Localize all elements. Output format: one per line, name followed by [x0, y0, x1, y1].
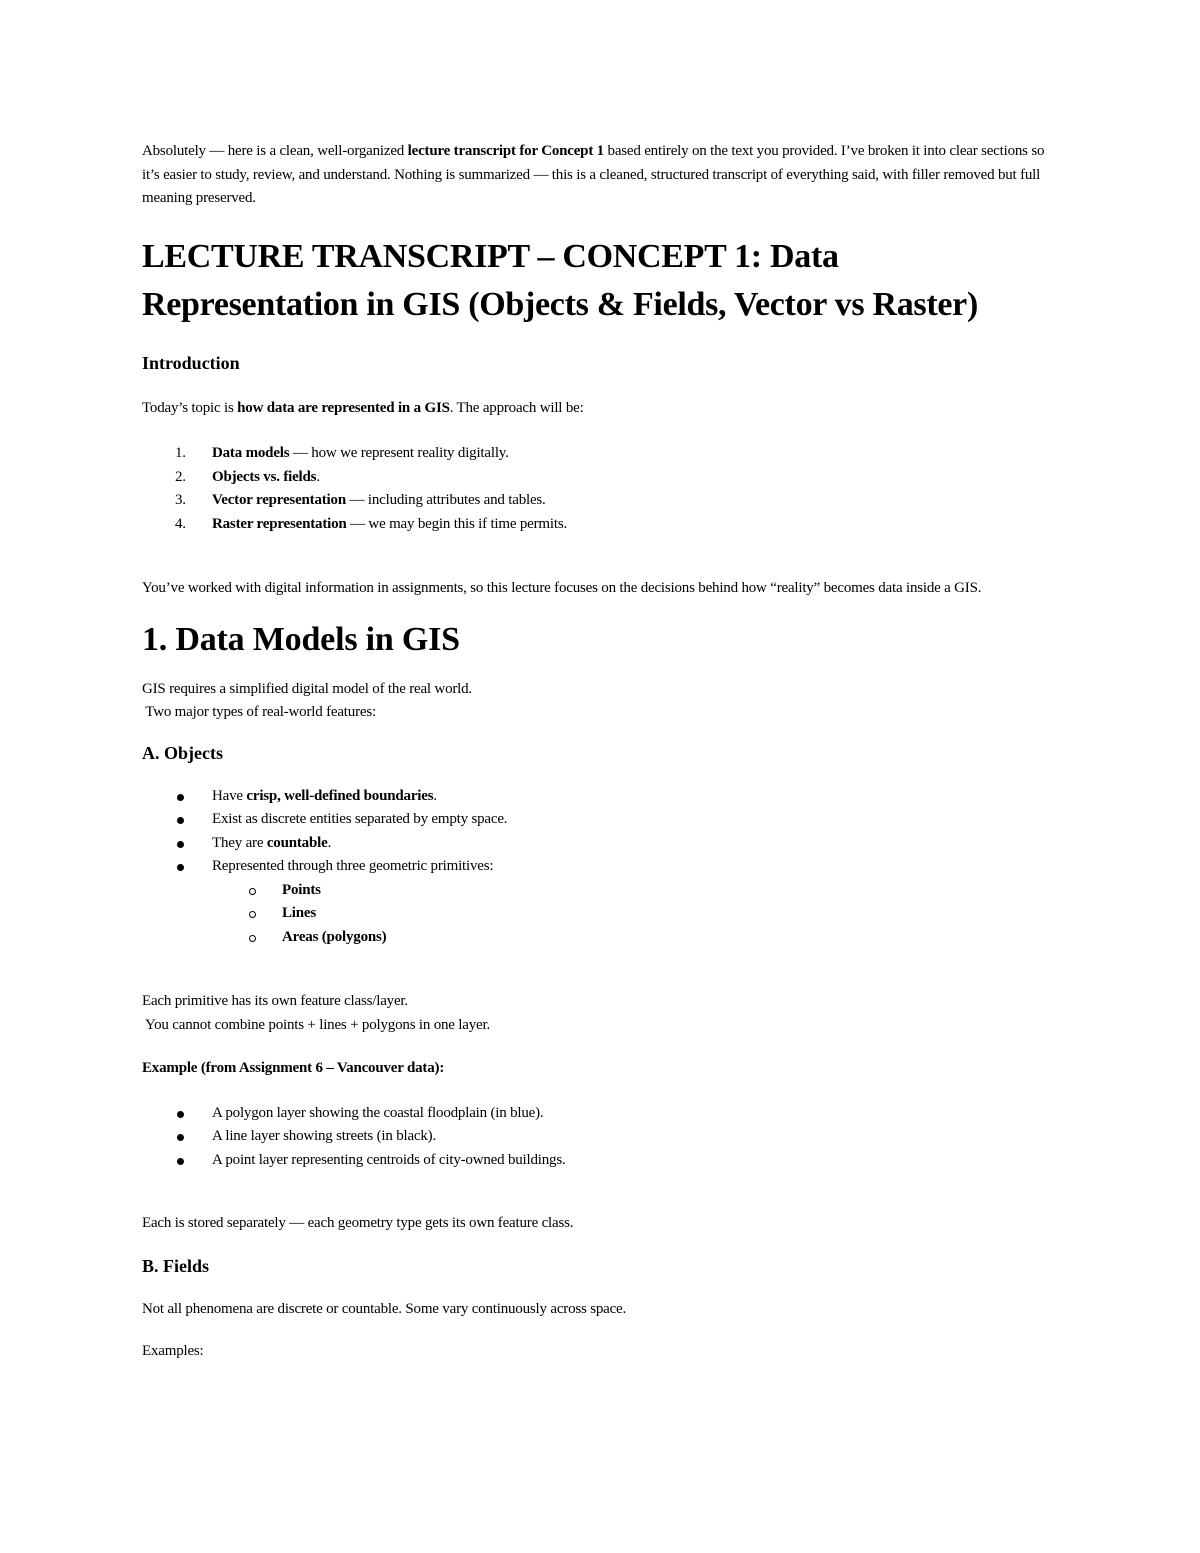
list-bold: Data models — [212, 445, 290, 461]
layer-line-2: You cannot combine points + lines + polygons in one layer. — [142, 1016, 491, 1033]
bullet-icon — [177, 817, 184, 824]
circle-bullet-icon — [249, 911, 256, 918]
introduction-heading: Introduction — [142, 352, 240, 373]
intro-text: Absolutely — here is a clean, well-organized — [142, 143, 408, 159]
list-item — [142, 489, 1057, 513]
layer-line-1: Each primitive has its own feature class/layer. — [142, 993, 408, 1009]
list-text: Exist as discrete entities separated by empty space. — [212, 811, 508, 827]
objects-heading: A. Objects — [142, 742, 223, 763]
bullet-icon — [177, 794, 184, 801]
list-number: 3. — [175, 492, 186, 508]
circle-bullet-icon — [249, 888, 256, 895]
section-heading: 1. Data Models in GIS — [142, 620, 460, 658]
list-item — [142, 785, 1057, 809]
example-heading — [142, 1057, 1057, 1081]
bullet-icon — [177, 1134, 184, 1141]
list-number: 4. — [175, 515, 186, 532]
list-item — [142, 1149, 1057, 1173]
primitive-label: Areas (polygons) — [282, 928, 387, 945]
bullet-icon — [177, 1111, 184, 1118]
approach-list — [142, 442, 1057, 536]
list-text: — we may begin this if time permits. — [346, 515, 568, 532]
list-bold: countable — [266, 834, 328, 851]
topic-pre: Today’s topic is — [142, 399, 238, 416]
topic-post: . The approach will be: — [449, 399, 584, 416]
fields-line: Not all phenomena are discrete or countable. Some vary continuously across space. — [142, 1300, 627, 1317]
list-item — [142, 1102, 1057, 1126]
fields-heading: B. Fields — [142, 1255, 210, 1276]
primitive-label: Lines — [282, 905, 317, 921]
sub-list-item — [142, 879, 1057, 903]
list-item — [142, 1125, 1057, 1149]
example-list — [142, 1102, 1057, 1173]
section-line-1: GIS requires a simplified digital model of the real world. — [142, 680, 472, 697]
list-bold: Raster representation — [212, 515, 347, 532]
list-text: A polygon layer showing the coastal floodplain (in blue). — [212, 1104, 544, 1121]
list-text-post: . — [433, 787, 437, 804]
bullet-icon — [177, 864, 184, 871]
list-item — [142, 442, 1057, 466]
intro-bold: lecture transcript for Concept 1 — [407, 143, 604, 159]
list-item — [142, 466, 1057, 490]
section-line-2: Two major types of real-world features: — [142, 704, 376, 720]
bullet-icon — [177, 841, 184, 848]
intro-paragraph — [142, 140, 1057, 211]
topic-line — [142, 397, 1057, 421]
list-text: . — [316, 468, 320, 485]
list-text: — including attributes and tables. — [345, 492, 546, 508]
list-item — [142, 808, 1057, 832]
sub-list-item — [142, 926, 1057, 950]
bullet-icon — [177, 1158, 184, 1165]
list-text: A point layer representing centroids of city-owned buildings. — [212, 1151, 566, 1168]
primitive-label: Points — [282, 881, 321, 898]
examples-label: Examples: — [142, 1343, 204, 1359]
list-number: 2. — [175, 468, 186, 485]
stored-line: Each is stored separately — each geometry type gets its own feature class. — [142, 1215, 574, 1231]
list-bold: Objects vs. fields — [212, 468, 317, 485]
introduction-closing: You’ve worked with digital information in assignments, so this lecture focuses on the decisions behind how “reality” becomes data inside a GIS. — [142, 580, 982, 596]
example-heading-text: Example (from Assignment 6 – Vancouver data): — [142, 1060, 445, 1076]
list-item — [142, 855, 1057, 879]
topic-bold: how data are represented in a GIS — [237, 399, 450, 416]
document-page — [142, 140, 1057, 1364]
list-text: They are — [212, 834, 267, 851]
list-text: Have — [212, 787, 247, 804]
objects-list — [142, 785, 1057, 950]
list-text: — how we represent reality digitally. — [289, 445, 509, 461]
list-bold: crisp, well-defined boundaries — [246, 787, 434, 804]
intro-text-rest: based entirely on the text you provided. I’ve broken it into clear sections so it’s easier to study, review, and understand. Nothing is summarized — this is a cleaned, structured transcript of everything said, with filler removed but full meaning preserved. — [142, 143, 1045, 206]
list-text-post: . — [327, 834, 332, 851]
page-title: LECTURE TRANSCRIPT – CONCEPT 1: Data Representation in GIS (Objects & Fields, Vector vs Raster) — [142, 237, 978, 323]
list-bold: Vector representation — [212, 492, 346, 508]
list-text: Represented through three geometric primitives: — [212, 858, 494, 874]
sub-list-item — [142, 902, 1057, 926]
circle-bullet-icon — [249, 935, 256, 942]
list-number: 1. — [175, 445, 186, 461]
list-item — [142, 832, 1057, 856]
list-text: A line layer showing streets (in black). — [212, 1128, 437, 1144]
list-item — [142, 513, 1057, 537]
